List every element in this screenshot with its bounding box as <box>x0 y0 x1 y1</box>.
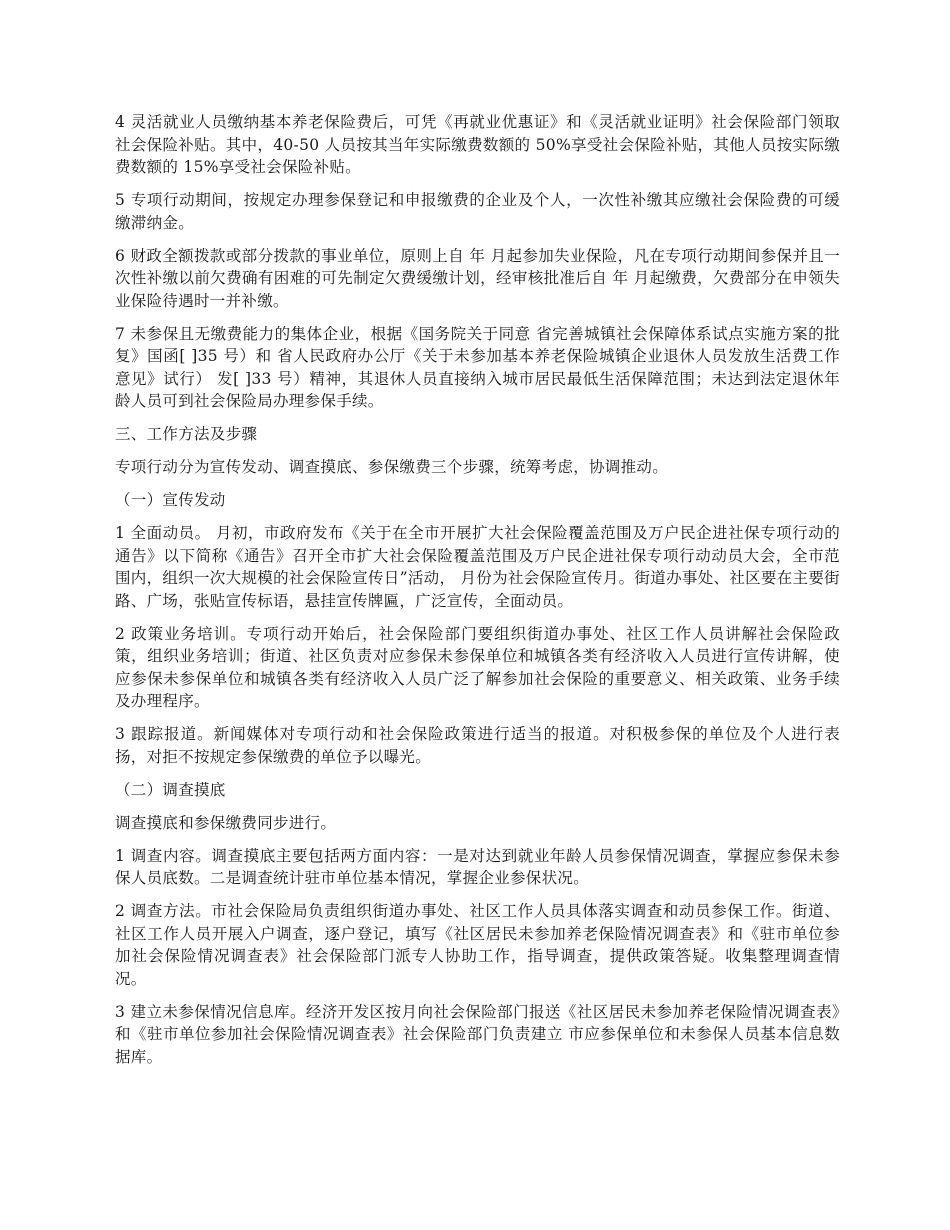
paragraph-survey-method: 2 调查方法。市社会保险局负责组织街道办事处、社区工作人员具体落实调查和动员参保工作。街道、社区工作人员开展入户调查，逐户登记，填写《社区居民未参加养老保险情况调查表》和《驻市单位参加社会保险情况调查表》社会保险部门派专人协助工作，指导调查，提供政策答疑。收集整理调查情况。 <box>115 902 840 988</box>
subsection-heading-survey: （二）调查摸底 <box>115 780 226 799</box>
paragraph-database: 3 建立未参保情况信息库。经济开发区按月向社会保险部门报送《社区居民未参加养老保险情况调查表》和《驻市单位参加社会保险情况调查表》社会保险部门负责建立 市应参保单位和未参保人员基本信息数据库。 <box>115 1002 840 1066</box>
survey-intro: 调查摸底和参保缴费同步进行。 <box>115 813 337 832</box>
section-intro: 专项行动分为宣传发动、调查摸底、参保缴费三个步骤，统筹考虑，协调推动。 <box>115 458 669 476</box>
paragraph-training: 2 政策业务培训。专项行动开始后，社会保险部门要组织街道办事处、社区工作人员讲解社会保险政策，组织业务培训；街道、社区负责对应参保未参保单位和城镇各类有经济收入人员进行宣传讲解，使应参保未参保单位和城镇各类有经济收入人员广泛了解参加社会保险的重要意义、相关政策、业务手续及办理程序。 <box>115 624 840 710</box>
paragraph-item-7: 7 未参保且无缴费能力的集体企业，根据《国务院关于同意 省完善城镇社会保障体系试点实施方案的批复》国函[ ]35 号）和 省人民政府办公厅《关于未参加基本养老保险城镇企业退休人员发放生活费工作意见》试行） 发[ ]33 号）精神，其退休人员直接纳入城市居民最低生活保障范围；未达到法定退休年龄人员可到社会保险局办理参保手续。 <box>115 324 840 410</box>
paragraph-mobilization: 1 全面动员。 月初，市政府发布《关于在全市开展扩大社会保险覆盖范围及万户民企进社保专项行动的通告》以下简称《通告》召开全市扩大社会保险覆盖范围及万户民企进社保专项行动动员大会，全市范围内，组织一次大规模的社会保险宣传日”活动， 月份为社会保险宣传月。街道办事处、社区要在主要街路、广场，张贴宣传标语，悬挂宣传牌匾，广泛宣传，全面动员。 <box>115 524 840 610</box>
paragraph-item-6: 6 财政全额拨款或部分拨款的事业单位，原则上自 年 月起参加失业保险，凡在专项行动期间参保并且一次性补缴以前欠费确有困难的可先制定欠费缓缴计划，经审核批准后自 年 月起缴费，欠费部分在申领失业保险待遇时一并补缴。 <box>115 246 840 310</box>
paragraph-reporting: 3 跟踪报道。新闻媒体对专项行动和社会保险政策进行适当的报道。对积极参保的单位及个人进行表扬，对拒不按规定参保缴费的单位予以曝光。 <box>115 725 840 766</box>
paragraph-survey-content: 1 调查内容。调查摸底主要包括两方面内容：一是对达到就业年龄人员参保情况调查，掌握应参保未参保人员底数。二是调查统计驻市单位基本情况，掌握企业参保状况。 <box>115 846 840 887</box>
subsection-heading-publicity: （一）宣传发动 <box>115 491 226 509</box>
paragraph-item-5: 5 专项行动期间，按规定办理参保登记和申报缴费的企业及个人，一次性补缴其应缴社会保险费的可缓缴滞纳金。 <box>115 191 840 232</box>
document-body <box>115 111 840 1079</box>
section-heading-methods: 三、工作方法及步骤 <box>115 425 258 443</box>
paragraph-item-4: 4 灵活就业人员缴纳基本养老保险费后，可凭《再就业优惠证》和《灵活就业证明》社会保险部门领取社会保险补贴。其中，40-50 人员按其当年实际缴费数额的 50%享受社会保险补贴，其他人员按实际缴费数额的 15%享受社会保险补贴。 <box>115 113 840 176</box>
